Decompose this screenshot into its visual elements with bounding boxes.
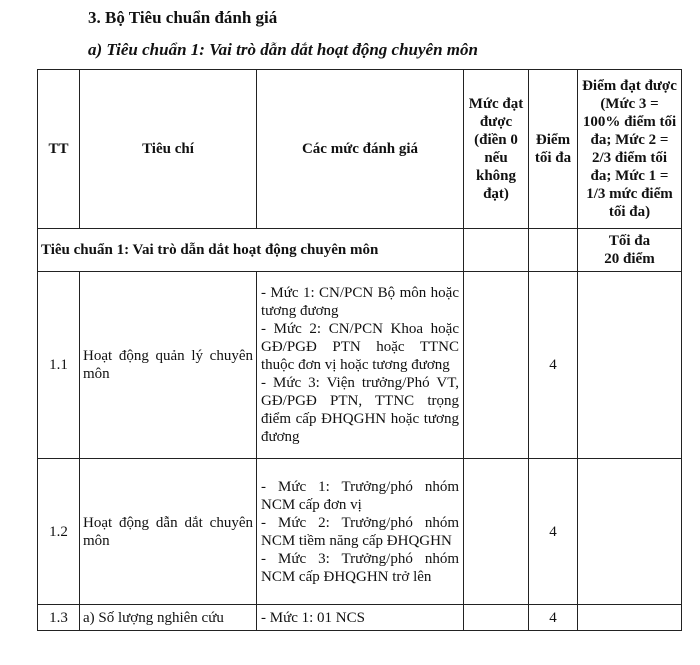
header-diem-toi-da: Điểm tối đa [529,70,578,229]
table-row [38,605,682,631]
group-diem-toi-da [529,229,578,272]
level-item: - Mức 1: CN/PCN Bộ môn hoặc tương đương [261,285,459,319]
subsection-title: a) Tiêu chuẩn 1: Vai trò dẫn dắt hoạt động chuyên môn [88,40,478,59]
row-muc-dat [464,272,529,459]
group-row [38,229,682,272]
header-muc-dat: Mức đạt được (điền 0 nếu không đạt) [464,70,529,229]
level-item: - Mức 3: Viện trưởng/Phó VT, GĐ/PGĐ PTN, TTNC trọng điểm cấp ĐHQGHN hoặc tương đương [261,375,459,445]
row-tt: 1.1 [38,272,80,459]
row-max: 4 [529,272,578,459]
level-item: - Mức 1: 01 NCS [261,609,365,626]
header-diem-dat: Điểm đạt được (Mức 3 = 100% điểm tối đa; Mức 2 = 2/3 điểm tối đa; Mức 1 = 1/3 mức điểm tối đa) [578,70,682,229]
row-tt: 1.2 [38,459,80,605]
row-diem-dat [578,605,682,631]
group-max [578,229,682,272]
row-criterion: Hoạt động quản lý chuyên môn [80,272,257,459]
row-criterion: Hoạt động dẫn dắt chuyên môn [80,459,257,605]
header-cac-muc: Các mức đánh giá [257,70,464,229]
row-levels [257,272,464,459]
row-criterion: a) Số lượng nghiên cứu [80,605,257,631]
section-title: 3. Bộ Tiêu chuẩn đánh giá [88,8,278,27]
table-row [38,272,682,459]
header-tieu-chi: Tiêu chí [80,70,257,229]
group-label: Tiêu chuẩn 1: Vai trò dẫn dắt hoạt động chuyên môn [38,229,464,272]
row-tt: 1.3 [38,605,80,631]
row-levels [257,605,464,631]
row-muc-dat [464,605,529,631]
level-item: - Mức 2: CN/PCN Khoa hoặc GĐ/PGĐ PTN hoặc TTNC thuộc đơn vị hoặc tương đương [261,321,459,373]
row-muc-dat [464,459,529,605]
row-max: 4 [529,605,578,631]
level-item: - Mức 1: Trưởng/phó nhóm NCM cấp đơn vị [261,478,459,513]
criteria-table [37,69,682,631]
header-tt: TT [38,70,80,229]
level-item: - Mức 3: Trưởng/phó nhóm NCM cấp ĐHQGHN trở lên [261,550,459,585]
row-max: 4 [529,459,578,605]
level-item: - Mức 2: Trưởng/phó nhóm NCM tiềm năng cấp ĐHQGHN [261,514,459,549]
row-diem-dat [578,459,682,605]
group-max-line2: 20 điểm [604,251,655,267]
header-row [38,70,682,229]
group-max-line1: Tối đa [608,233,651,249]
row-levels [257,459,464,605]
group-muc-dat [464,229,529,272]
table-row [38,459,682,605]
row-diem-dat [578,272,682,459]
